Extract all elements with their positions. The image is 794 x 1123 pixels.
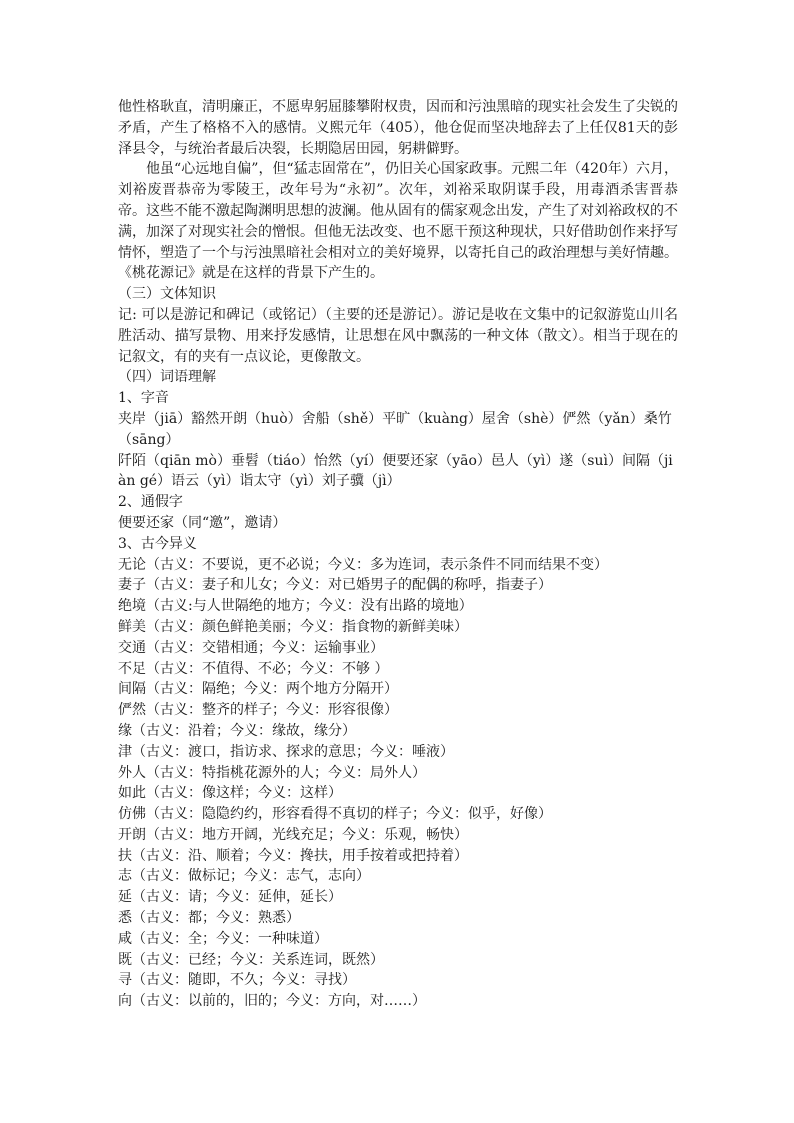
list-item: 悉（古义：都；今义：熟悉） xyxy=(118,910,300,927)
subheading-interchangeable-characters: 2、通假字 xyxy=(118,494,183,511)
list-item: 扶（古义：沿、顺着；今义：搀扶，用手按着或把持着） xyxy=(118,847,468,864)
list-item: 寻（古义：随即，不久；今义：寻找） xyxy=(118,972,356,989)
list-item: 无论（古义：不要说，更不必说；今义：多为连词，表示条件不同而结果不变） xyxy=(118,556,608,573)
list-item: 妻子（古义：妻子和儿女；今义：对已婚男子的配偶的称呼，指妻子） xyxy=(118,577,552,594)
list-item: 如此（古义：像这样；今义：这样） xyxy=(118,785,342,802)
list-item: 交通（古义：交错相通；今义：运输事业） xyxy=(118,639,384,656)
list-item: 既（古义：已经；今义：关系连词，既然） xyxy=(118,951,384,968)
list-item: 志（古义：做标记；今义：志气，志向） xyxy=(118,868,370,885)
pronunciation-line: 夹岸（jiā）豁然开朗（huò）舍船（shě）平旷（kuàng）屋舍（shè）俨然（yǎn）桑竹（sāng） xyxy=(118,410,672,448)
list-item: 仿佛（古义：隐隐约约，形容看得不真切的样子；今义：似乎，好像） xyxy=(118,806,552,823)
interchangeable-character-item: 便要还家（同“邀”，邀请） xyxy=(118,514,287,531)
subheading-ancient-modern-meanings: 3、古今异义 xyxy=(118,535,197,552)
list-item: 津（古义：渡口，指访求、探求的意思；今义：唾液） xyxy=(118,743,454,760)
subheading-pronunciation: 1、字音 xyxy=(118,390,169,407)
background-paragraph-1: 他性格耿直，清明廉正，不愿卑躬屈膝攀附权贵，因而和污浊黑暗的现实社会发生了尖锐的矛盾，产生了格格不入的感情。义熙元年（405），他仓促而坚决地辞去了上任仅81天的彭泽县令，与统治者最后决裂，长期隐居田园，躬耕僻野。 xyxy=(118,99,678,157)
list-item: 鲜美（古义：颜色鲜艳美丽；今义：指食物的新鲜美味） xyxy=(118,618,468,635)
list-item: 不足（古义：不值得、不必；今义：不够 ） xyxy=(118,660,389,677)
list-item: 外人（古义：特指桃花源外的人；今义：局外人） xyxy=(118,764,426,781)
genre-paragraph: 记: 可以是游记和碑记（或铭记）（主要的还是游记）。游记是收在文集中的记叙游览山川名胜活动、描写景物、用来抒发感情，让思想在风中飘荡的一种文体（散文）。相当于现在的记叙文，有的夹有一点议论，更像散文。 xyxy=(118,306,678,365)
pronunciation-line: 阡陌（qiān mò）垂髫（tiáo）怡然（yí）便要还家（yāo）邑人（yì）遂（suì）间隔（jiàn gé）语云（yì）诣太守（yì）刘子骥（jì） xyxy=(118,452,673,490)
section-heading-vocabulary: （四）词语理解 xyxy=(118,369,216,386)
ancient-modern-list xyxy=(118,555,678,1013)
list-item: 开朗（古义：地方开阔，光线充足；今义：乐观，畅快） xyxy=(118,826,468,843)
list-item: 缘（古义：沿着；今义：缘故，缘分） xyxy=(118,722,356,739)
list-item: 咸（古义：全；今义：一种味道） xyxy=(118,930,328,947)
background-paragraph-2: 他虽“心远地自偏”，但“猛志固常在”，仍旧关心国家政事。元熙二年（420年）六月，刘裕废晋恭帝为零陵王，改年号为“永初”。次年，刘裕采取阴谋手段，用毒酒杀害晋恭帝。这些不能不激起陶渊明思想的波澜。他从固有的儒家观念出发，产生了对刘裕政权的不满，加深了对现实社会的憎恨。但他无法改变、也不愿干预这种现状，只好借助创作来抒写情怀，塑造了一个与污浊黑暗社会相对立的美好境界，以寄托自己的政治理想与美好情趣。《桃花源记》就是在这样的背景下产生的。 xyxy=(118,161,678,282)
list-item: 间隔（古义：隔绝；今义：两个地方分隔开） xyxy=(118,681,398,698)
list-item: 向（古义：以前的，旧的；今义：方向，对……） xyxy=(118,993,426,1010)
list-item: 延（古义：请；今义：延伸，延长） xyxy=(118,889,342,906)
section-heading-genre: （三）文体知识 xyxy=(118,286,216,303)
list-item: 俨然（古义：整齐的样子；今义：形容很像） xyxy=(118,702,398,719)
document-page xyxy=(118,97,678,1012)
list-item: 绝境（古义:与人世隔绝的地方；今义：没有出路的境地） xyxy=(118,598,473,615)
